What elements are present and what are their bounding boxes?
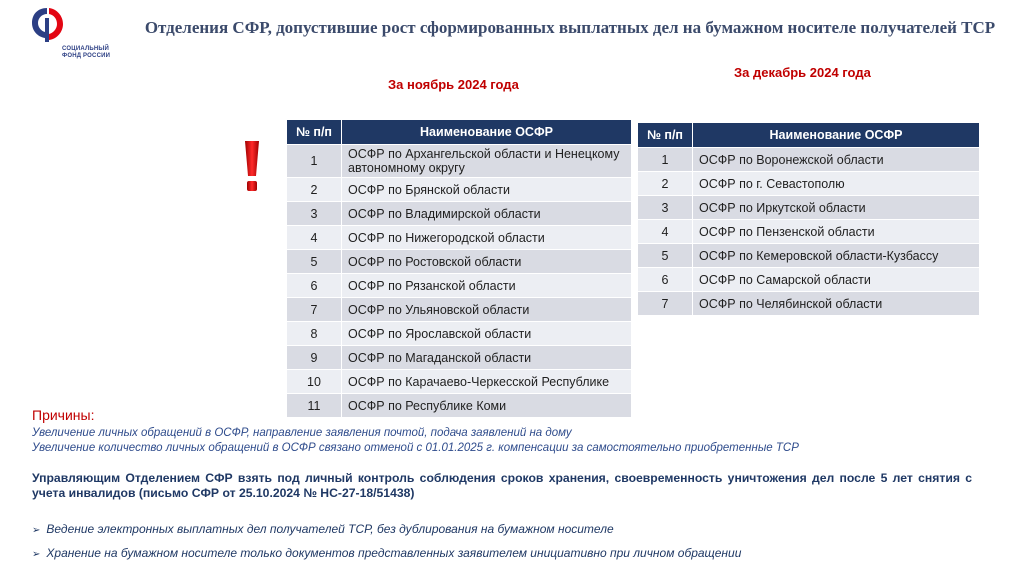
exclamation-icon (240, 140, 264, 192)
osfr-name: ОСФР по Пензенской области (693, 220, 980, 244)
osfr-name: ОСФР по Челябинской области (693, 292, 980, 316)
osfr-name: ОСФР по Карачаево-Черкесской Республике (342, 370, 632, 394)
reason-item: Увеличение количество личных обращений в ОСФР связано отменой с 01.01.2025 г. компенсации за самостоятельно приобретенные ТСР (32, 442, 799, 454)
table-row (287, 274, 632, 298)
table-row (287, 178, 632, 202)
osfr-name: ОСФР по Архангельской области и Ненецкому автономному округу (342, 145, 632, 178)
osfr-name: ОСФР по Республике Коми (342, 394, 632, 418)
period-december-label: За декабрь 2024 года (734, 65, 871, 80)
logo-text-line2: ФОНД РОССИИ (62, 53, 111, 59)
row-number: 6 (638, 268, 693, 292)
row-number: 3 (638, 196, 693, 220)
osfr-name: ОСФР по Ярославской области (342, 322, 632, 346)
logo-text-line1: СОЦИАЛЬНЫЙ (62, 46, 109, 52)
reason-item: Увеличение личных обращений в ОСФР, направление заявления почтой, подача заявлений на дому (32, 427, 572, 439)
row-number: 7 (638, 292, 693, 316)
osfr-name: ОСФР по Владимирской области (342, 202, 632, 226)
bullet-text: Хранение на бумажном носителе только документов представленных заявителем инициативно при личном обращении (46, 546, 742, 560)
column-header-number: № п/п (287, 120, 342, 145)
november-table (286, 119, 632, 418)
osfr-name: ОСФР по Иркутской области (693, 196, 980, 220)
column-header-name: Наименование ОСФР (693, 123, 980, 148)
row-number: 2 (638, 172, 693, 196)
row-number: 8 (287, 322, 342, 346)
december-table (637, 122, 980, 316)
row-number: 11 (287, 394, 342, 418)
page-title: Отделения СФР, допустившие рост сформированных выплатных дел на бумажном носителе получателей ТСР (144, 18, 996, 37)
table-row (287, 250, 632, 274)
row-number: 7 (287, 298, 342, 322)
sfr-logo-icon (30, 6, 64, 46)
table-row (287, 298, 632, 322)
row-number: 4 (287, 226, 342, 250)
arrow-bullet-icon: ➢ (32, 549, 41, 560)
table-row (287, 370, 632, 394)
osfr-name: ОСФР по Ульяновской области (342, 298, 632, 322)
table-row (638, 148, 980, 172)
november-table-body (287, 145, 632, 418)
row-number: 2 (287, 178, 342, 202)
table-row (638, 292, 980, 316)
table-row (287, 202, 632, 226)
table-row (287, 322, 632, 346)
column-header-number: № п/п (638, 123, 693, 148)
osfr-name: ОСФР по Магаданской области (342, 346, 632, 370)
row-number: 1 (638, 148, 693, 172)
osfr-name: ОСФР по Самарской области (693, 268, 980, 292)
bullet-text: Ведение электронных выплатных дел получателей ТСР, без дублирования на бумажном носителе (46, 522, 614, 536)
osfr-name: ОСФР по Кемеровской области-Кузбассу (693, 244, 980, 268)
table-row (638, 268, 980, 292)
table-row (638, 172, 980, 196)
sfr-logo (30, 6, 120, 62)
osfr-name: ОСФР по Ростовской области (342, 250, 632, 274)
table-row (287, 145, 632, 178)
table-row (638, 196, 980, 220)
row-number: 4 (638, 220, 693, 244)
bullet-item (32, 522, 614, 536)
directive-text: Управляющим Отделением СФР взять под личный контроль соблюдения сроков хранения, своевременность уничтожения дел после 5 лет снятия с учета инвалидов (письмо СФР от 25.10.2024 № НС-27-18/51438) (32, 471, 972, 500)
row-number: 10 (287, 370, 342, 394)
row-number: 5 (638, 244, 693, 268)
bullet-item (32, 546, 741, 560)
row-number: 3 (287, 202, 342, 226)
december-table-body (638, 148, 980, 316)
table-row (287, 226, 632, 250)
osfr-name: ОСФР по Брянской области (342, 178, 632, 202)
osfr-name: ОСФР по Рязанской области (342, 274, 632, 298)
osfr-name: ОСФР по Воронежской области (693, 148, 980, 172)
table-row (287, 346, 632, 370)
row-number: 5 (287, 250, 342, 274)
row-number: 9 (287, 346, 342, 370)
reasons-title: Причины: (32, 407, 95, 423)
table-row (287, 394, 632, 418)
table-row (638, 220, 980, 244)
period-november-label: За ноябрь 2024 года (388, 77, 519, 92)
osfr-name: ОСФР по Нижегородской области (342, 226, 632, 250)
table-row (638, 244, 980, 268)
column-header-name: Наименование ОСФР (342, 120, 632, 145)
arrow-bullet-icon: ➢ (32, 525, 41, 536)
row-number: 6 (287, 274, 342, 298)
osfr-name: ОСФР по г. Севастополю (693, 172, 980, 196)
row-number: 1 (287, 145, 342, 178)
